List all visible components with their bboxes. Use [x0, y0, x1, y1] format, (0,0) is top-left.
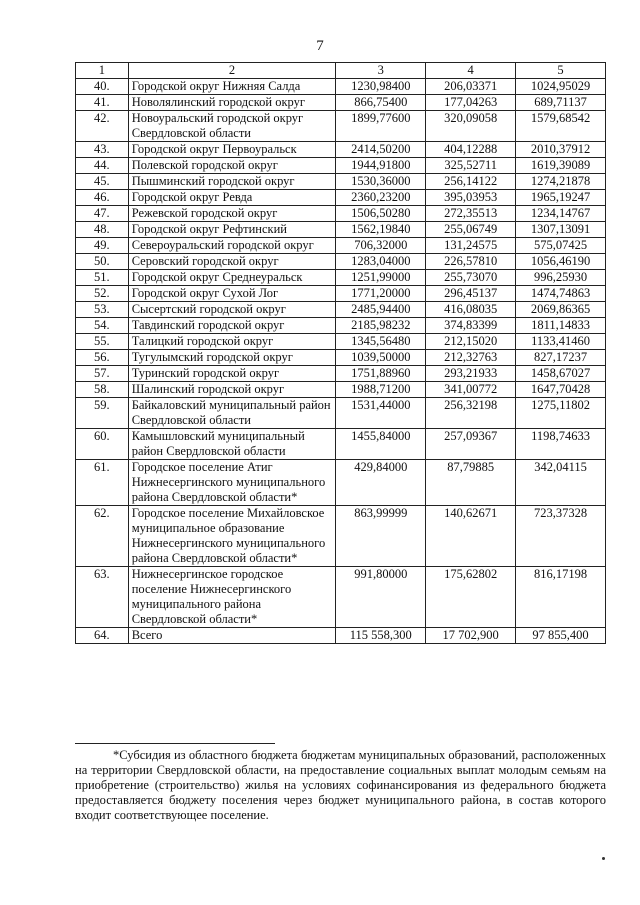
row-col3-value: 1988,71200: [336, 382, 426, 398]
row-col3-value: 706,32000: [336, 238, 426, 254]
row-number: 48.: [76, 222, 129, 238]
row-number: 53.: [76, 302, 129, 318]
row-number: 56.: [76, 350, 129, 366]
row-number: 60.: [76, 429, 129, 460]
table-row: [76, 429, 606, 460]
row-col4-value: 256,32198: [426, 398, 516, 429]
row-municipality: Туринский городской округ: [128, 366, 336, 382]
row-number: 42.: [76, 111, 129, 142]
row-col3-value: 1944,91800: [336, 158, 426, 174]
row-number: 49.: [76, 238, 129, 254]
row-col3-value: 2185,98232: [336, 318, 426, 334]
row-number: 57.: [76, 366, 129, 382]
row-municipality: Полевской городской округ: [128, 158, 336, 174]
row-col3-value: 1283,04000: [336, 254, 426, 270]
table-row: [76, 206, 606, 222]
row-municipality: Пышминский городской округ: [128, 174, 336, 190]
row-number: 40.: [76, 79, 129, 95]
row-col5-value: 723,37328: [516, 506, 606, 567]
table-row: [76, 95, 606, 111]
row-col4-value: 255,73070: [426, 270, 516, 286]
table-row: [76, 350, 606, 366]
row-number: 45.: [76, 174, 129, 190]
row-col4-value: 226,57810: [426, 254, 516, 270]
table-row: [76, 222, 606, 238]
row-municipality: Городское поселение Атиг Нижнесергинского муниципального района Свердловской области*: [128, 460, 336, 506]
table-row: [76, 567, 606, 628]
row-municipality: Североуральский городской округ: [128, 238, 336, 254]
row-col4-value: 272,35513: [426, 206, 516, 222]
row-municipality: Городской округ Сухой Лог: [128, 286, 336, 302]
row-col5-value: 2069,86365: [516, 302, 606, 318]
row-municipality: Талицкий городской округ: [128, 334, 336, 350]
row-col3-value: 1771,20000: [336, 286, 426, 302]
row-col5-value: 1275,11802: [516, 398, 606, 429]
row-col4-value: 175,62802: [426, 567, 516, 628]
row-col3-value: 115 558,300: [336, 628, 426, 644]
table-row: [76, 334, 606, 350]
row-col3-value: 863,99999: [336, 506, 426, 567]
row-number: 43.: [76, 142, 129, 158]
row-col5-value: 816,17198: [516, 567, 606, 628]
row-col3-value: 1751,88960: [336, 366, 426, 382]
table-row: [76, 286, 606, 302]
row-municipality: Режевской городской округ: [128, 206, 336, 222]
table-row: [76, 506, 606, 567]
table-row: [76, 254, 606, 270]
row-municipality: Новоуральский городской округ Свердловской области: [128, 111, 336, 142]
row-col4-value: 341,00772: [426, 382, 516, 398]
row-col3-value: 1455,84000: [336, 429, 426, 460]
row-number: 47.: [76, 206, 129, 222]
table-row: [76, 142, 606, 158]
row-col5-value: 575,07425: [516, 238, 606, 254]
row-col4-value: 293,21933: [426, 366, 516, 382]
table-row: [76, 398, 606, 429]
row-col4-value: 257,09367: [426, 429, 516, 460]
row-col3-value: 1530,36000: [336, 174, 426, 190]
table-row: [76, 79, 606, 95]
row-col3-value: 1506,50280: [336, 206, 426, 222]
row-number: 46.: [76, 190, 129, 206]
row-municipality: Тавдинский городской округ: [128, 318, 336, 334]
row-col3-value: 1899,77600: [336, 111, 426, 142]
row-col5-value: 1458,67027: [516, 366, 606, 382]
row-number: 63.: [76, 567, 129, 628]
row-municipality: Серовский городской округ: [128, 254, 336, 270]
table-row: [76, 158, 606, 174]
header-col-4: 4: [426, 63, 516, 79]
row-col3-value: 1345,56480: [336, 334, 426, 350]
row-col4-value: 255,06749: [426, 222, 516, 238]
row-col4-value: 212,32763: [426, 350, 516, 366]
row-col5-value: 996,25930: [516, 270, 606, 286]
row-col5-value: 827,17237: [516, 350, 606, 366]
row-number: 41.: [76, 95, 129, 111]
table-row: [76, 366, 606, 382]
row-col5-value: 1234,14767: [516, 206, 606, 222]
row-col4-value: 206,03371: [426, 79, 516, 95]
row-municipality: Нижнесергинское городское поселение Нижнесергинского муниципального района Свердловской области*: [128, 567, 336, 628]
row-col5-value: 1619,39089: [516, 158, 606, 174]
row-col5-value: 1811,14833: [516, 318, 606, 334]
row-col4-value: 256,14122: [426, 174, 516, 190]
row-col4-value: 177,04263: [426, 95, 516, 111]
row-col5-value: 1274,21878: [516, 174, 606, 190]
row-col5-value: 1965,19247: [516, 190, 606, 206]
footnote: *Субсидия из областного бюджета бюджетам муниципальных образований, расположенных на территории Свердловской области, на предоставление социальных выплат молодым семьям на приобретение (строительство) жилья на условиях софинансирования из федерального бюджета предоставляется бюджету поселения через бюджет муниципального района, в состав которого входит соответствующее поселение.: [75, 748, 606, 822]
row-col4-value: 131,24575: [426, 238, 516, 254]
row-col5-value: 1474,74863: [516, 286, 606, 302]
row-col5-value: 689,71137: [516, 95, 606, 111]
row-col5-value: 1024,95029: [516, 79, 606, 95]
row-number: 54.: [76, 318, 129, 334]
row-col5-value: 342,04115: [516, 460, 606, 506]
row-col4-value: 140,62671: [426, 506, 516, 567]
row-col4-value: 296,45137: [426, 286, 516, 302]
table-row: [76, 628, 606, 644]
row-municipality: Сысертский городской округ: [128, 302, 336, 318]
row-col3-value: 2414,50200: [336, 142, 426, 158]
row-municipality: Камышловский муниципальный район Свердловской области: [128, 429, 336, 460]
scan-speck: [602, 857, 605, 860]
row-municipality: Городское поселение Михайловское муниципальное образование Нижнесергинского муниципального района Свердловской области*: [128, 506, 336, 567]
row-col5-value: 1307,13091: [516, 222, 606, 238]
row-municipality: Городской округ Нижняя Салда: [128, 79, 336, 95]
table-row: [76, 190, 606, 206]
budget-table: [75, 62, 606, 644]
table-header-row: [76, 63, 606, 79]
row-col5-value: 1056,46190: [516, 254, 606, 270]
row-col3-value: 1039,50000: [336, 350, 426, 366]
row-col5-value: 2010,37912: [516, 142, 606, 158]
row-col4-value: 325,52711: [426, 158, 516, 174]
header-col-2: 2: [128, 63, 336, 79]
row-col4-value: 87,79885: [426, 460, 516, 506]
row-col3-value: 866,75400: [336, 95, 426, 111]
row-number: 64.: [76, 628, 129, 644]
row-municipality: Городской округ Рефтинский: [128, 222, 336, 238]
row-col4-value: 320,09058: [426, 111, 516, 142]
table-row: [76, 460, 606, 506]
row-col4-value: 17 702,900: [426, 628, 516, 644]
row-number: 55.: [76, 334, 129, 350]
row-number: 44.: [76, 158, 129, 174]
row-municipality: Городской округ Среднеуральск: [128, 270, 336, 286]
row-municipality: Городской округ Ревда: [128, 190, 336, 206]
row-number: 62.: [76, 506, 129, 567]
row-col4-value: 374,83399: [426, 318, 516, 334]
row-municipality: Всего: [128, 628, 336, 644]
table-row: [76, 111, 606, 142]
row-col4-value: 404,12288: [426, 142, 516, 158]
row-number: 61.: [76, 460, 129, 506]
row-number: 58.: [76, 382, 129, 398]
row-col3-value: 2360,23200: [336, 190, 426, 206]
row-col3-value: 1562,19840: [336, 222, 426, 238]
row-col5-value: 1579,68542: [516, 111, 606, 142]
row-col3-value: 1230,98400: [336, 79, 426, 95]
row-municipality: Байкаловский муниципальный район Свердловской области: [128, 398, 336, 429]
row-number: 51.: [76, 270, 129, 286]
row-number: 52.: [76, 286, 129, 302]
row-col3-value: 991,80000: [336, 567, 426, 628]
row-col5-value: 1133,41460: [516, 334, 606, 350]
row-col4-value: 212,15020: [426, 334, 516, 350]
header-col-3: 3: [336, 63, 426, 79]
row-col3-value: 2485,94400: [336, 302, 426, 318]
row-col5-value: 1647,70428: [516, 382, 606, 398]
table-row: [76, 302, 606, 318]
row-municipality: Городской округ Первоуральск: [128, 142, 336, 158]
table-row: [76, 382, 606, 398]
row-number: 50.: [76, 254, 129, 270]
row-col3-value: 1531,44000: [336, 398, 426, 429]
row-col3-value: 429,84000: [336, 460, 426, 506]
row-col5-value: 97 855,400: [516, 628, 606, 644]
table-row: [76, 318, 606, 334]
row-col4-value: 395,03953: [426, 190, 516, 206]
table-row: [76, 238, 606, 254]
row-municipality: Шалинский городской округ: [128, 382, 336, 398]
table-row: [76, 174, 606, 190]
page-number: 7: [316, 38, 324, 54]
row-col3-value: 1251,99000: [336, 270, 426, 286]
row-municipality: Новолялинский городской округ: [128, 95, 336, 111]
row-col5-value: 1198,74633: [516, 429, 606, 460]
row-col4-value: 416,08035: [426, 302, 516, 318]
footnote-separator: [75, 743, 275, 744]
table-row: [76, 270, 606, 286]
header-col-1: 1: [76, 63, 129, 79]
row-municipality: Тугулымский городской округ: [128, 350, 336, 366]
header-col-5: 5: [516, 63, 606, 79]
row-number: 59.: [76, 398, 129, 429]
